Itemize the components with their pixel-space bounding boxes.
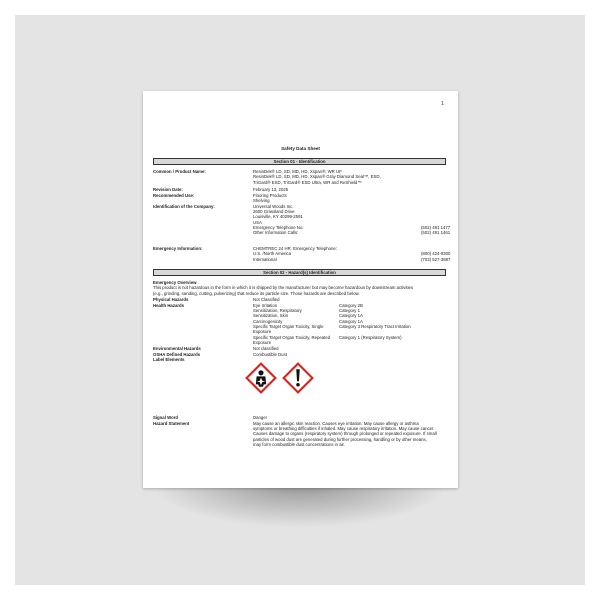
phone-row: Emergency Telephone No: (502) 491 1477: [253, 224, 451, 230]
health-hazard-pictogram: [245, 362, 277, 394]
overview-line: This product is not hazardous in the form in which it is shipped by the manufacturer but may become hazardous by downstream activities: [153, 285, 414, 291]
emergency-overview-label: Emergency Overview: [153, 280, 197, 285]
product-line: TriGard® ESD, TriGard® ESD Ultra, WR and ReShield™: [253, 179, 362, 185]
health-hazard-item: Specific Target Organ Toxicity, Repeated Category 1 (Respiratory System): [253, 334, 402, 340]
company-line: 2600 Grassland Drive: [253, 208, 295, 214]
health-hazard-item: Sensitization, Skin Category 1A: [253, 313, 363, 319]
health-hazards-label: Health Hazards: [153, 302, 185, 308]
product-name-label: Common / Product Name:: [153, 169, 206, 174]
emergency-line: U.S. /North America (800) 424-9300: [253, 251, 451, 257]
page-number: 1: [440, 101, 444, 107]
company-line: USA: [253, 219, 262, 225]
osha-hazards-label: OSHA Defined Hazards: [153, 351, 201, 357]
hazard-statement-label: Hazard Statement: [153, 420, 190, 426]
environmental-hazards-value: Not classified: [253, 346, 279, 351]
revision-date-value: February 13, 2025: [253, 187, 289, 192]
emergency-line: International (703) 527-3887: [253, 256, 451, 262]
signal-word-label: Signal Word: [153, 415, 178, 420]
use-line: Flooring Products: [253, 192, 287, 198]
statement-line: may form combustible dust concentrations in air.: [253, 441, 345, 447]
health-hazard-item: Specific Target Organ Toxicity, Single Category 3 Respiratory Tract Irritation: [253, 324, 411, 330]
document-title: Safety Data Sheet: [281, 146, 320, 151]
statement-line: Causes damage to organs (respiratory system) through prolonged or repeated exposure. If small: [253, 431, 437, 437]
health-hazard-item: Exposure: [253, 340, 272, 346]
revision-date-label: Revision Date:: [153, 187, 183, 192]
company-label: Identification of the Company:: [153, 203, 215, 209]
product-line: ResinDek® LD, SD, MD, HD, Xspan® Gray Diamond Seal™, ESD,: [253, 174, 381, 180]
company-line: Louisville, KY 40299-2591: [253, 214, 303, 220]
health-hazard-item: Eye Irritation Category 2B: [253, 302, 363, 308]
use-line: Shelving: [253, 197, 270, 203]
phone-row: Other Information Calls: (502) 491 1461: [253, 230, 451, 236]
physical-hazards-value: Not Classified: [253, 297, 280, 302]
product-line: ResinDek® LD, SD, MD, HD, Xspan®, WR UF: [253, 169, 342, 174]
exclamation-mark-pictogram: [282, 362, 314, 394]
emergency-info-label: Emergency Information:: [153, 246, 203, 251]
document-page: [143, 91, 458, 488]
signal-word-value: Danger: [253, 415, 268, 420]
statement-line: particles of wood dust are generated during further processing, handling or by other means,: [253, 436, 427, 442]
product-name-value: [253, 169, 448, 185]
company-line: Universal Woods Inc.: [253, 203, 294, 209]
label-elements-label: Label Elements: [153, 357, 185, 362]
health-hazard-item: Exposure: [253, 329, 272, 335]
emergency-line: CHEMTREC 24 HR. Emergency Telephone:: [253, 246, 337, 251]
environmental-hazards-label: Environmental Hazards: [153, 346, 201, 351]
physical-hazards-label: Physical Hazards: [153, 297, 189, 302]
health-hazard-item: Sensitization, Respiratory Category 1: [253, 307, 361, 313]
section-01-heading: Section 01 - Identification: [153, 158, 446, 165]
emergency-overview: [153, 280, 448, 296]
recommended-use-label: Recommended Use:: [153, 192, 195, 198]
osha-hazards-value: Combustible Dust: [253, 351, 287, 357]
overview-line: (e.g., grinding, sanding, cutting, pulverizing) that reduce its particle size. Those hazards are described below.: [153, 290, 360, 296]
section-02-heading: Section 02 - Hazard(s) Identification: [153, 269, 446, 276]
statement-line: May cause an allergic skin reaction. Causes eye irritation. May cause allergy or asthma: [253, 420, 419, 426]
statement-line: symptoms or breathing difficulties if inhaled. May cause respiratory irritation. May cause cancer.: [253, 425, 435, 431]
health-hazard-item: Carcinogenicity Category 1A: [253, 318, 363, 324]
